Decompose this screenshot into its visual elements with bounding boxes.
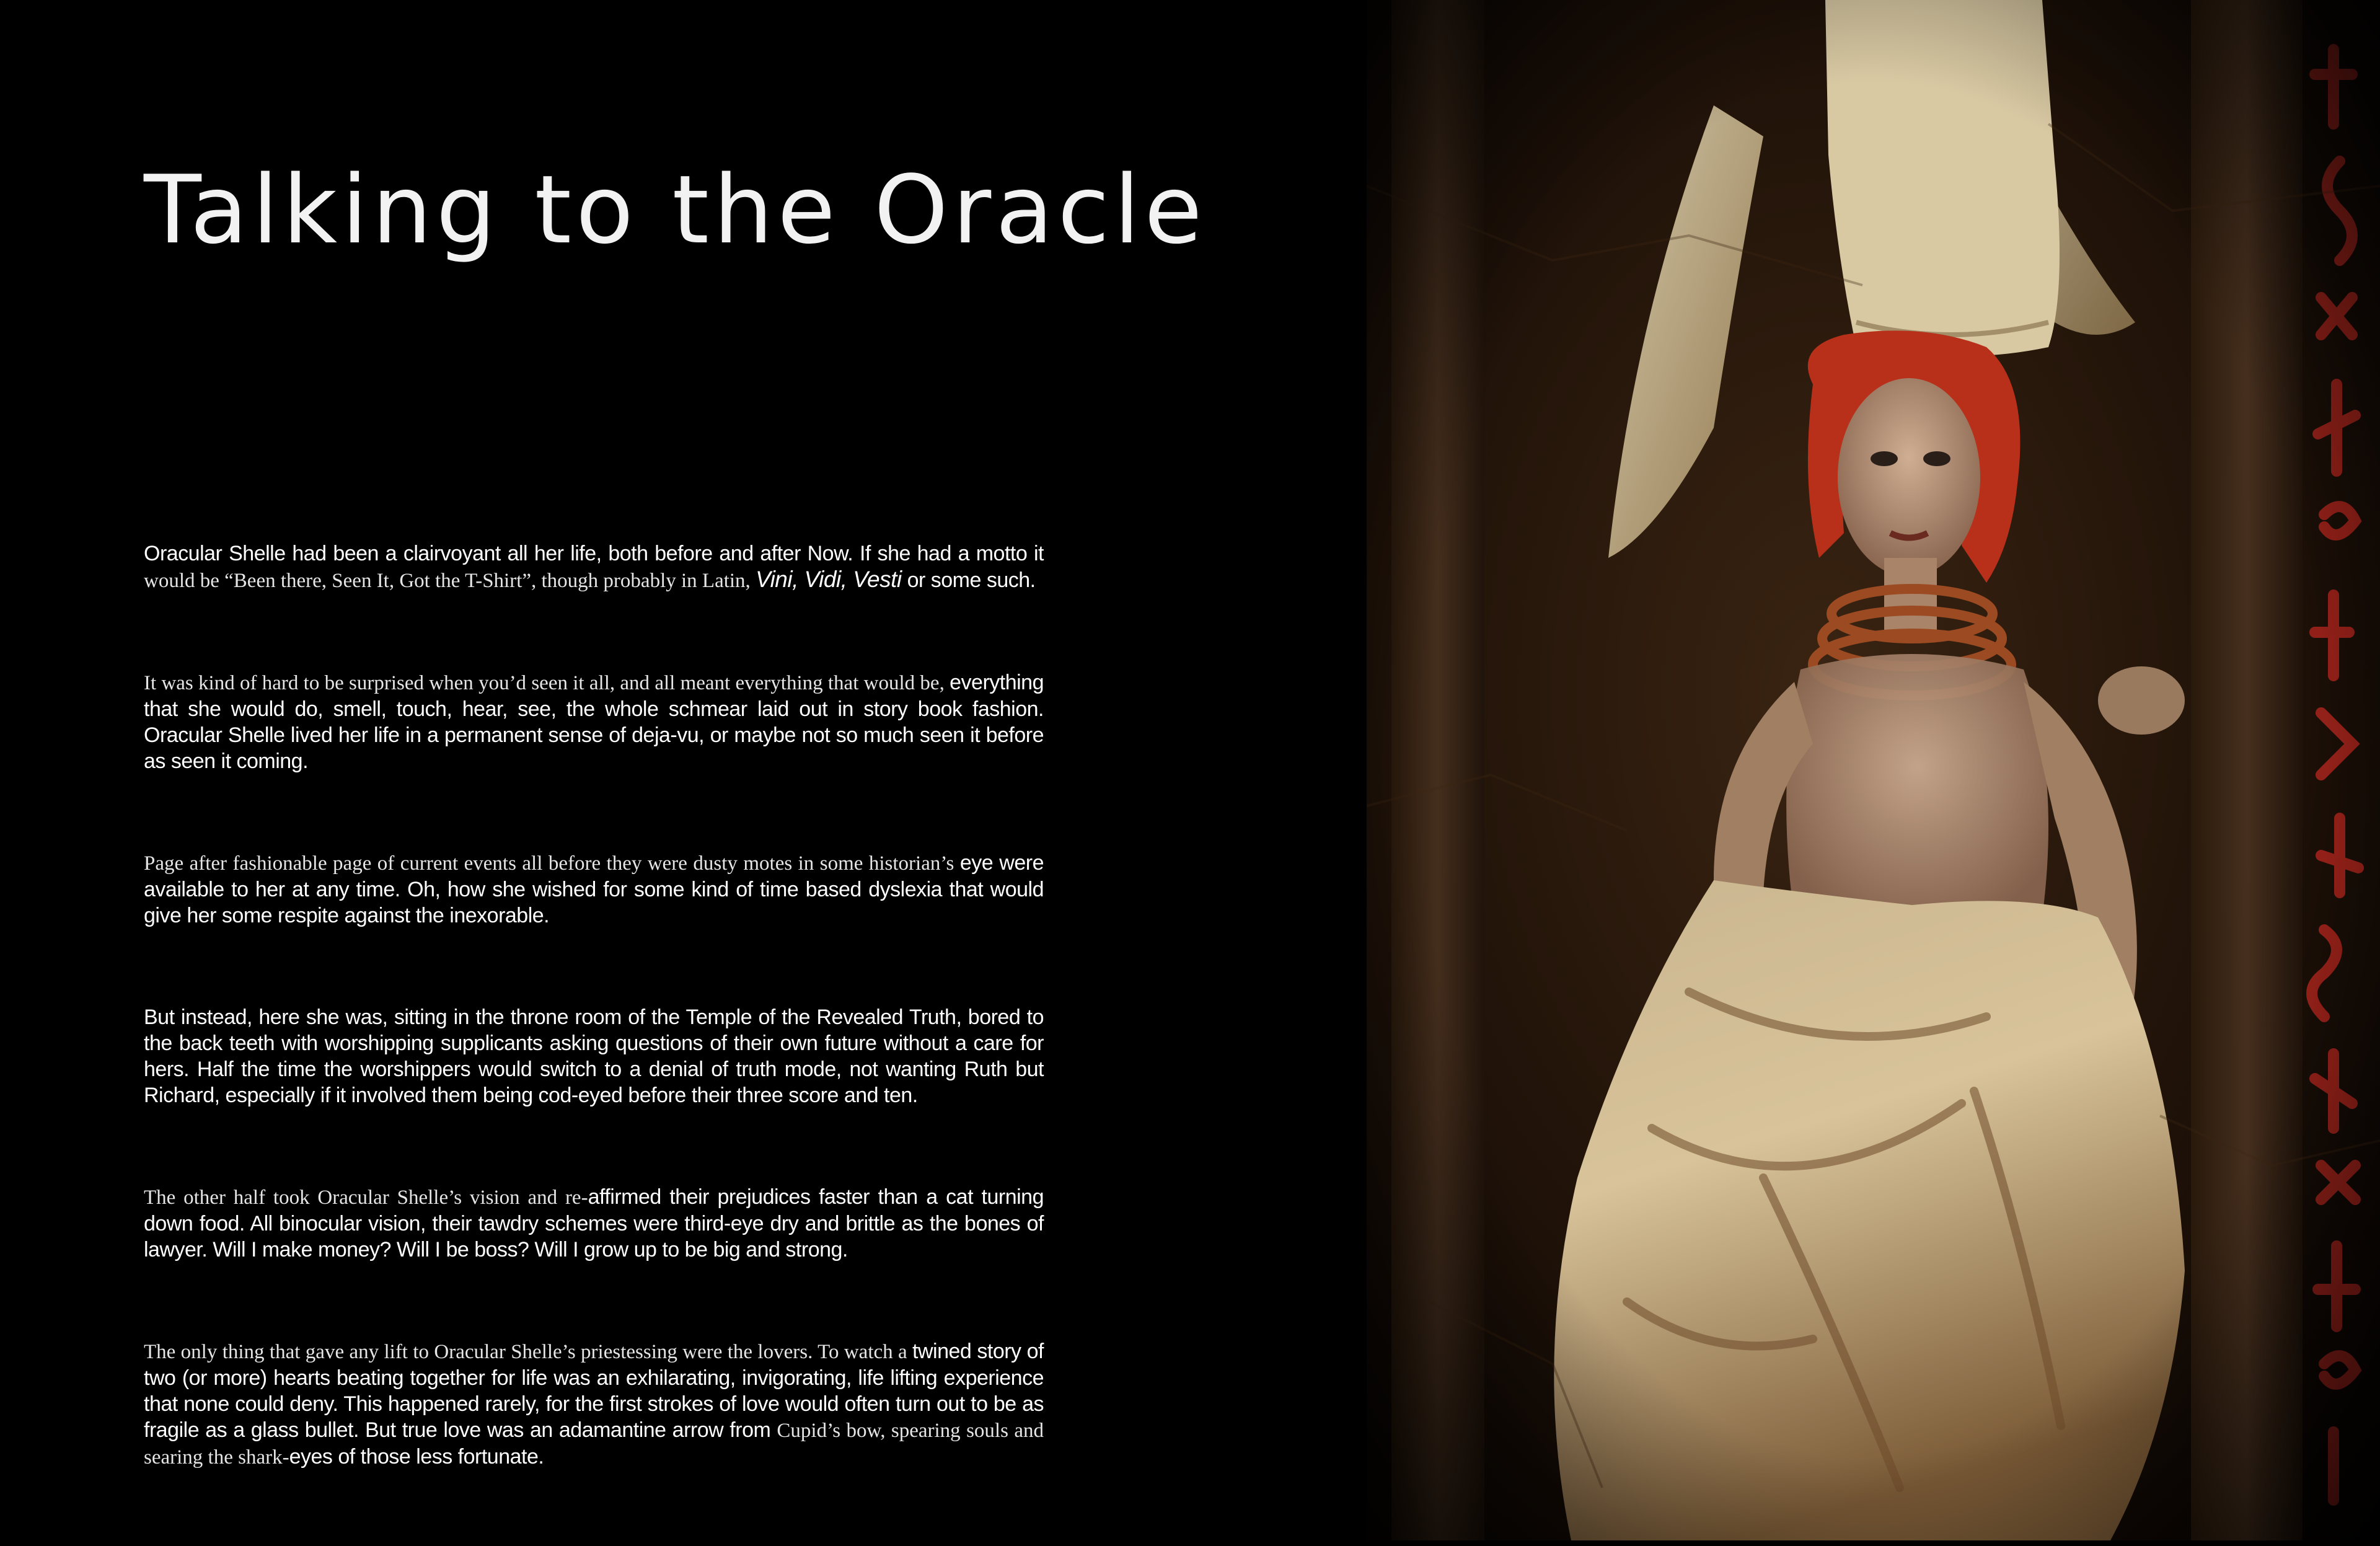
paragraph-2 [144, 669, 1044, 774]
paragraph-4-part-a: But instead, here she was, sitting in the throne room of the Temple of the Revealed Truth, bored to the back teeth with worshipping supplicants asking questions of their own future without a care for hers. Half the time the worshippers would switch to a denial of truth mode, not wanting Ruth but Richard, especially if it involved them being cod-eyed before their three score and ten. [144, 1005, 1044, 1107]
paragraph-6-part-b: twined story of two (or more) hearts beating together for life was an exhilarating, invigorating, life lifting experience that none could deny. This happened rarely, for the first strokes of love would often turn out to be as fragile as a glass bullet. But true love was an adamantine arrow from [144, 1340, 1044, 1442]
paragraph-1 [144, 541, 1044, 594]
paragraph-5 [144, 1184, 1044, 1263]
paragraph-4 [144, 1004, 1044, 1108]
paragraph-1-part-b: would be “Been there, Seen It, Got the T-Shirt”, though probably in Latin, [144, 570, 756, 592]
page-title: Talking to the Oracle [144, 155, 1207, 265]
paragraph-2-part-a: It was kind of hard to be surprised when you’d seen it all, and all meant everything that would be, [144, 672, 950, 694]
paragraph-6 [144, 1338, 1044, 1470]
paragraph-3-part-a: Page after fashionable page of current events all before they were dusty motes in some historian’s [144, 852, 960, 875]
oracle-illustration [1367, 0, 2380, 1540]
paragraph-6-part-a: The only thing that gave any lift to Oracular Shelle’s priestessing were the lovers. To watch a [144, 1341, 913, 1363]
latin-motto: Vini, Vidi, Vesti [756, 567, 902, 592]
paragraph-5-part-a: The other half took Oracular Shelle’s vision and re- [144, 1186, 588, 1209]
paragraph-5-part-b: affirmed their prejudices faster than a cat turning down food. All binocular vision, their tawdry schemes were third-eye dry and brittle as the bones of lawyer. Will I make money? Will I be boss? Will I grow up to be big and strong. [144, 1185, 1044, 1261]
paragraph-2-part-b: everything that she would do, smell, touch, hear, see, the whole schmear laid out in story book fashion. Oracular Shelle lived her life in a permanent sense of deja-vu, or maybe not so much seen it before as seen it coming. [144, 671, 1044, 773]
oracle-artwork [1367, 0, 2380, 1540]
paragraph-1-part-c: or some such. [901, 568, 1036, 592]
paragraph-3 [144, 850, 1044, 929]
artwork-vignette [1367, 0, 2380, 1540]
paragraph-1-part-a: Oracular Shelle had been a clairvoyant all her life, both before and after Now. If she had a motto it [144, 542, 1044, 565]
story-body [144, 541, 1044, 1546]
paragraph-6-part-c: Cupid’s bow, spearing souls and searing the shark- [144, 1420, 1044, 1469]
paragraph-3-part-b: eye were available to her at any time. Oh, how she wished for some kind of time based dyslexia that would give her some respite against the inexorable. [144, 851, 1044, 927]
paragraph-6-part-d: eyes of those less fortunate. [289, 1445, 544, 1469]
